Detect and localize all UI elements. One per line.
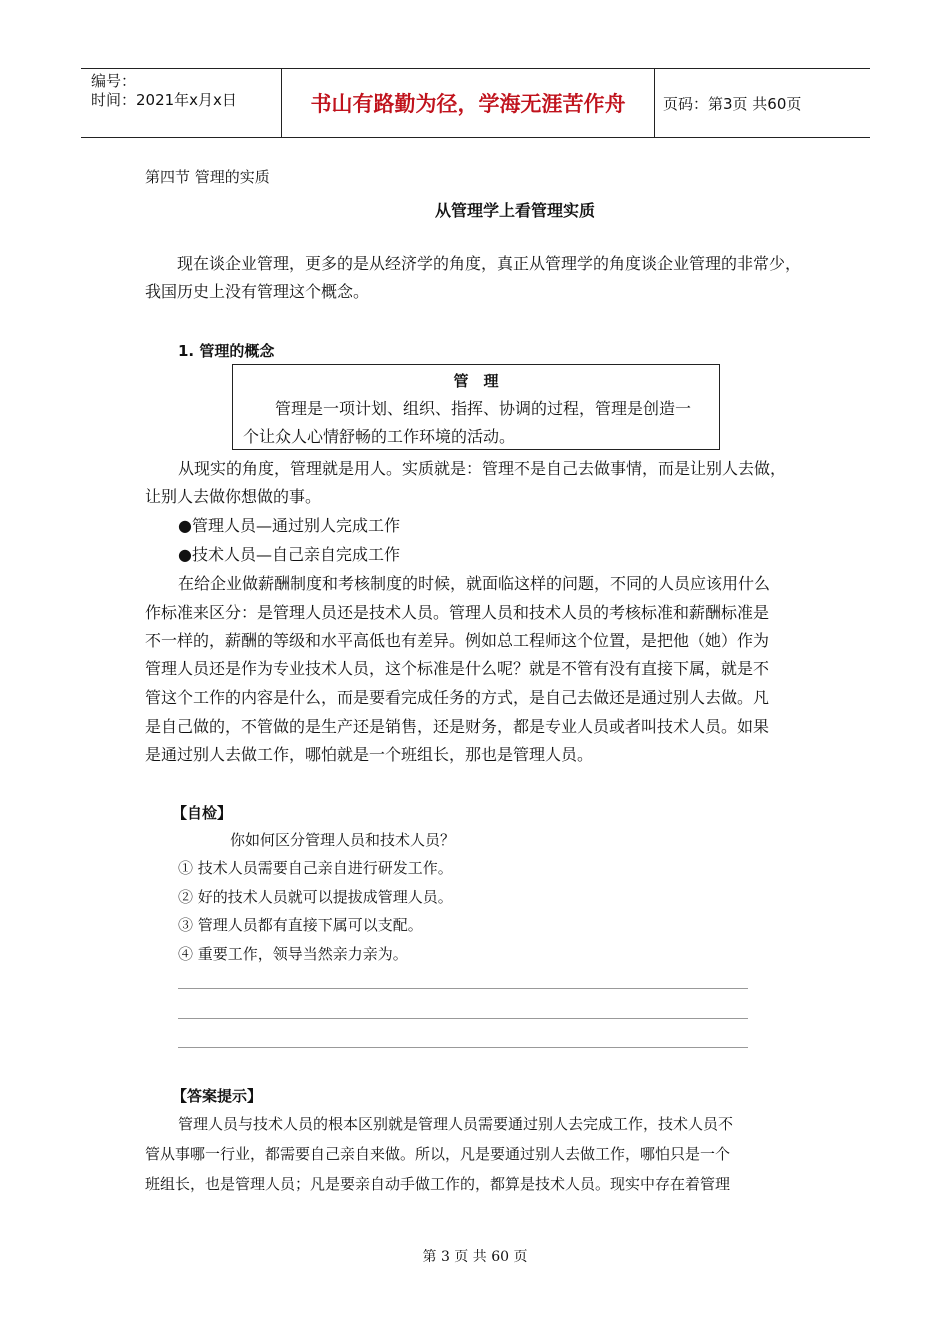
salary-line: 是自己做的，不管做的是生产还是销售，还是财务，都是专业人员或者叫技术人员。如果 <box>145 717 770 736</box>
answer-heading: 【答案提示】 <box>172 1087 263 1105</box>
answer-line[interactable] <box>178 1018 748 1019</box>
option-4: ④ 重要工作，领导当然亲力亲为。 <box>178 945 408 963</box>
option-2: ② 好的技术人员就可以提拔成管理人员。 <box>178 888 453 906</box>
page-footer: 第 3 页 共 60 页 <box>422 1249 528 1265</box>
number-label: 编号： <box>91 72 137 90</box>
option-1: ① 技术人员需要自己亲自进行研发工作。 <box>178 859 453 877</box>
header-motto: 书山有路勤为径，学海无涯苦作舟 <box>281 69 655 137</box>
answer-line-text: 管理人员与技术人员的根本区别就是管理人员需要通过别人去完成工作，技术人员不 <box>178 1115 734 1133</box>
self-check-heading: 【自检】 <box>172 804 233 822</box>
definition-line-1: 管理是一项计划、组织、指挥、协调的过程，管理是创造一 <box>275 399 692 418</box>
answer-line-text: 班组长，也是管理人员；凡是要亲自动手做工作的，都算是技术人员。现实中存在着管理 <box>145 1175 731 1193</box>
definition-title: 管 理 <box>453 372 499 390</box>
definition-line-2: 个让众人心情舒畅的工作环境的活动。 <box>243 427 516 446</box>
reality-line-1: 从现实的角度，管理就是用人。实质就是：管理不是自己去做事情，而是让别人去做， <box>178 459 787 478</box>
self-check-question: 你如何区分管理人员和技术人员？ <box>230 831 456 849</box>
reality-line-2: 让别人去做你想做的事。 <box>145 487 322 506</box>
date-label: 时间：2021年x月x日 <box>91 91 237 109</box>
salary-line: 管理人员还是作为专业技术人员，这个标准是什么呢？就是不管有没有直接下属，就是不 <box>145 659 770 678</box>
subtitle: 从管理学上看管理实质 <box>434 201 595 220</box>
intro-paragraph: 现在谈企业管理，更多的是从经济学的角度，真正从管理学的角度谈企业管理的非常少，我国历史上没有管理这个概念。 <box>145 254 802 301</box>
answer-line-text: 管从事哪一行业，都需要自己亲自来做。所以，凡是要通过别人去做工作，哪怕只是一个 <box>145 1145 731 1163</box>
section-title: 第四节 管理的实质 <box>145 168 270 186</box>
answer-line[interactable] <box>178 1047 748 1048</box>
definition-box <box>232 364 720 450</box>
salary-line: 作标准来区分：是管理人员还是技术人员。管理人员和技术人员的考核标准和薪酬标准是 <box>145 603 770 622</box>
header-meta <box>81 69 281 137</box>
bullet-technician: ●技术人员—自己亲自完成工作 <box>178 545 400 564</box>
header-page-info: 页码：第3页 共60页 <box>663 94 802 113</box>
salary-line: 是通过别人去做工作，哪怕就是一个班组长，那也是管理人员。 <box>145 745 594 764</box>
bullet-manager: ●管理人员—通过别人完成工作 <box>178 516 400 535</box>
salary-line: 管这个工作的内容是什么，而是要看完成任务的方式，是自己去做还是通过别人去做。凡 <box>145 688 770 707</box>
salary-line: 在给企业做薪酬制度和考核制度的时候，就面临这样的问题，不同的人员应该用什么 <box>178 574 771 593</box>
answer-line[interactable] <box>178 988 748 989</box>
page-header <box>81 68 870 138</box>
option-3: ③ 管理人员都有直接下属可以支配。 <box>178 916 423 934</box>
concept-heading: 1. 管理的概念 <box>178 342 275 360</box>
salary-line: 不一样的，薪酬的等级和水平高低也有差异。例如总工程师这个位置，是把他（她）作为 <box>145 631 770 650</box>
